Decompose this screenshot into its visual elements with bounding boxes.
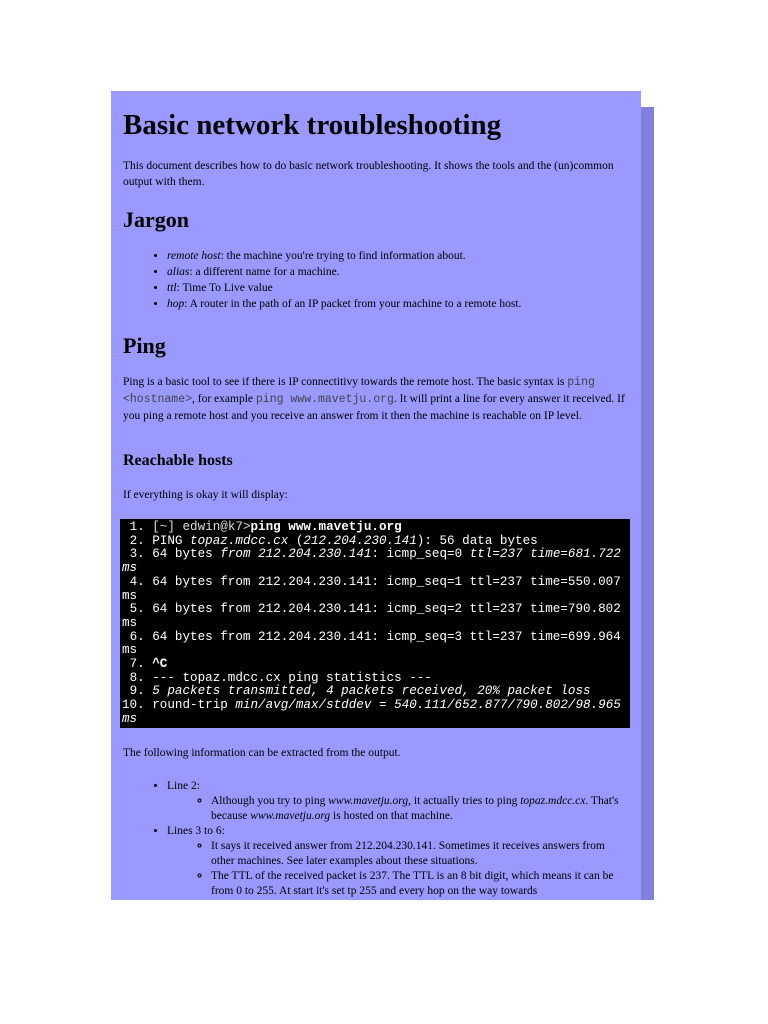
list-item (167, 280, 627, 296)
term: hop (167, 298, 185, 310)
list-item (167, 779, 627, 824)
list-item (167, 824, 627, 899)
term: remote host (167, 250, 221, 262)
code-line: 3. 64 bytes from 212.204.230.141: icmp_seq=0 ttl=237 time=681.722 ms (122, 547, 629, 576)
list-item: ◦ Although you try to ping www.mavetju.org, it actually tries to ping topaz.mdcc.cx. That's because www.mavetju.org is hosted on that machine. (211, 794, 627, 824)
jargon-heading: Jargon (123, 207, 189, 232)
ping-text-a: Ping is a basic tool to see if there is IP connectitivy towards the remote host. The basic syntax is (123, 376, 568, 388)
ping-heading: Ping (123, 333, 166, 358)
reachable-heading: Reachable hosts (123, 452, 233, 469)
list-item (167, 264, 627, 280)
code-line: 2. PING topaz.mdcc.cx (212.204.230.141): 56 data bytes (122, 533, 538, 548)
document-page (111, 91, 641, 900)
extract-intro: The following information can be extracted from the output. (123, 747, 401, 759)
ping-example-code: ping www.mavetju.org (255, 393, 394, 406)
ping-paragraph (123, 374, 627, 424)
list-item: ◦ The TTL of the received packet is 237. The TTL is an 8 bit digit, which means it can be from 0 to 255. At start it's set tp 255 and every hop on the way towards (211, 869, 627, 899)
code-line: 1. [~] edwin@k7>ping www.mavetju.org (122, 520, 402, 534)
sub-list (167, 794, 627, 824)
code-line: 5. 64 bytes from 212.204.230.141: icmp_seq=2 ttl=237 time=790.802 ms (122, 602, 629, 630)
code-line: 6. 64 bytes from 212.204.230.141: icmp_seq=3 ttl=237 time=699.964 ms (122, 629, 629, 658)
line2-label: Line 2: (167, 780, 200, 792)
definition: : A router in the path of an IP packet from your machine to a remote host. (184, 298, 522, 310)
jargon-list (123, 248, 627, 312)
definition: : Time To Live value (176, 282, 273, 294)
code-line: 7. ^C (122, 657, 168, 672)
code-line: 10. round-trip min/avg/max/stddev = 540.111/652.877/790.802/98.965 ms (122, 698, 629, 726)
list-item (167, 248, 627, 264)
ping-text-c: . It will print a line for every answer it received. If you ping a remote host and you receive an answer from it then the machine is reachable on IP level. (123, 393, 625, 422)
code-line: 9. 5 packets transmitted, 4 packets received, 20% packet loss (122, 684, 591, 699)
definition: : the machine you're trying to find information about. (220, 250, 466, 262)
ping-output-code-block (120, 519, 630, 728)
code-line: 4. 64 bytes from 212.204.230.141: icmp_seq=1 ttl=237 time=550.007 ms (122, 574, 629, 603)
term: alias (167, 266, 190, 278)
code-line: 8. --- topaz.mdcc.cx ping statistics --- (122, 670, 432, 685)
sub-list (167, 839, 627, 899)
term: ttl (167, 282, 177, 294)
ping-text-b: , for example (192, 393, 256, 405)
definition: : a different name for a machine. (189, 266, 340, 278)
page-title: Basic network troubleshooting (123, 109, 502, 141)
list-item: ◦ It says it received answer from 212.204.230.141. Sometimes it receives answers from other machines. See later examples about these situations. (211, 839, 627, 869)
intro-paragraph: This document describes how to do basic network troubleshooting. It shows the tools and the (un)common output with them. (123, 160, 614, 188)
ping-syntax-code: ping <hostname> (123, 376, 595, 406)
reachable-intro: If everything is okay it will display: (123, 489, 288, 501)
list-item (167, 296, 627, 312)
extract-list (123, 779, 627, 899)
lines36-label: Lines 3 to 6: (167, 825, 225, 837)
